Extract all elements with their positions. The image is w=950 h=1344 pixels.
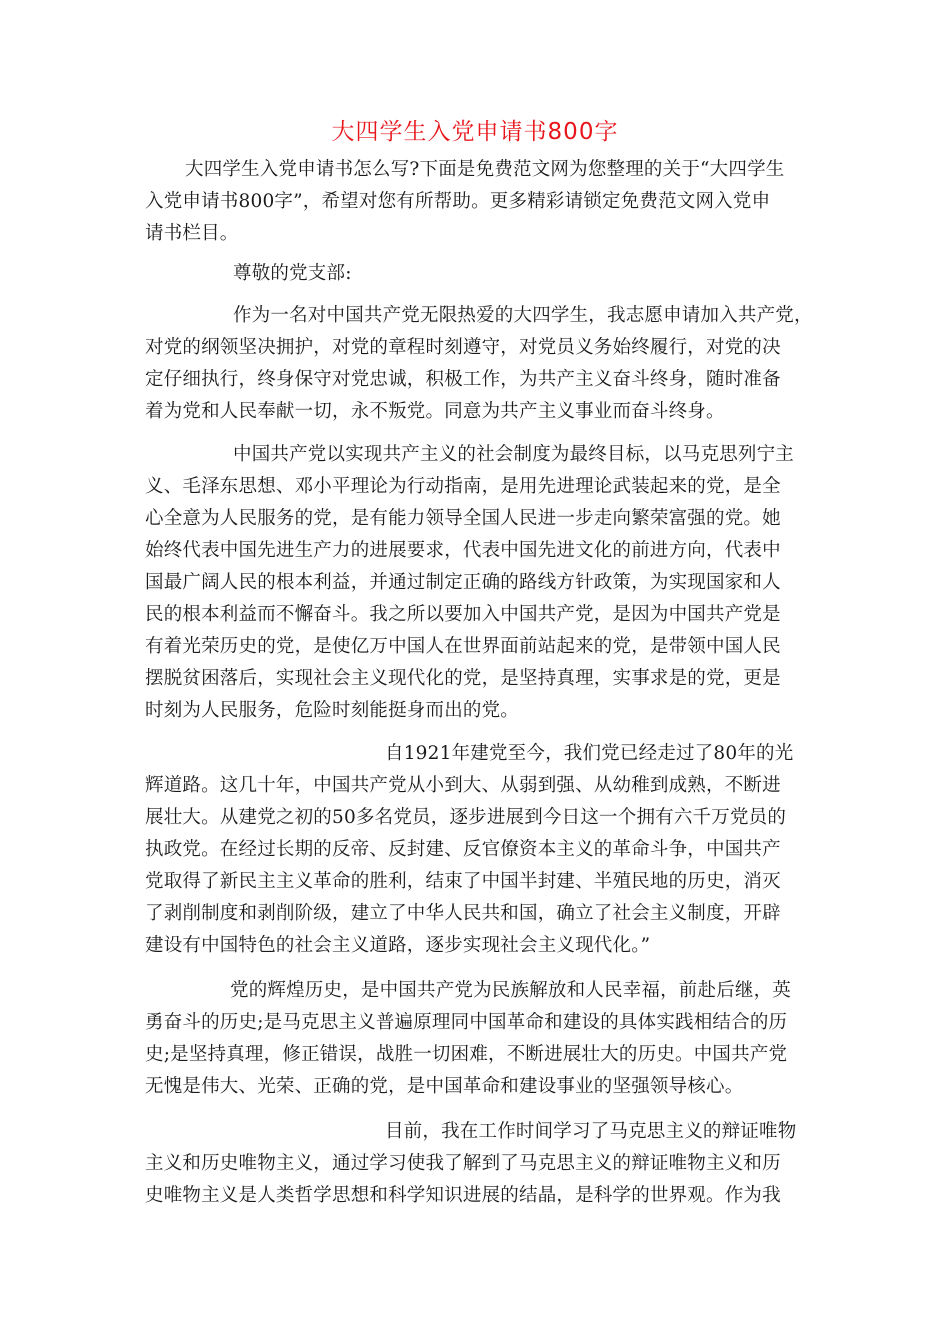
paragraph-line: 义、毛泽东思想、邓小平理论为行动指南，是用先进理论武装起来的党，是全 <box>145 476 781 497</box>
paragraph-line: 国最广阔人民的根本利益，并通过制定正确的路线方针政策，为实现国家和人 <box>145 572 781 593</box>
paragraph-line: 党取得了新民主主义革命的胜利，结束了中国半封建、半殖民地的历史，消灭 <box>145 871 781 892</box>
intro-line: 请书栏目。 <box>145 223 239 244</box>
paragraph-line: 定仔细执行，终身保守对党忠诚，积极工作，为共产主义奋斗终身，随时准备 <box>145 369 781 390</box>
paragraph-line: 史唯物主义是人类哲学思想和科学知识进展的结晶，是科学的世界观。作为我 <box>145 1185 781 1206</box>
paragraph-line: 对党的纲领坚决拥护，对党的章程时刻遵守，对党员义务始终履行，对党的决 <box>145 337 781 358</box>
paragraph-line: 执政党。在经过长期的反帝、反封建、反官僚资本主义的革命斗争，中国共产 <box>145 839 781 860</box>
paragraph-line: 建设有中国特色的社会主义道路，逐步实现社会主义现代化。” <box>145 935 651 956</box>
paragraph-line: 辉道路。这几十年，中国共产党从小到大、从弱到强、从幼稚到成熟，不断进 <box>145 775 781 796</box>
paragraph-line: 民的根本利益而不懈奋斗。我之所以要加入中国共产党，是因为中国共产党是 <box>145 604 781 625</box>
paragraph-line: 展壮大。从建党之初的50多名党员，逐步进展到今日这一个拥有六千万党员的 <box>145 807 787 828</box>
paragraph-line: 始终代表中国先进生产力的进展要求，代表中国先进文化的前进方向，代表中 <box>145 540 781 561</box>
intro-line: 大四学生入党申请书怎么写?下面是免费范文网为您整理的关于“大四学生 <box>185 159 785 180</box>
paragraph-line: 作为一名对中国共产党无限热爱的大四学生，我志愿申请加入共产党， <box>233 305 813 326</box>
paragraph-line: 有着光荣历史的党，是使亿万中国人在世界面前站起来的党，是带领中国人民 <box>145 636 781 657</box>
paragraph-line: 目前，我在工作时间学习了马克思主义的辩证唯物 <box>385 1121 797 1142</box>
paragraph-line: 自1921年建党至今，我们党已经走过了80年的光 <box>385 743 794 764</box>
paragraph-line: 了剥削制度和剥削阶级，建立了中华人民共和国，确立了社会主义制度，开辟 <box>145 903 781 924</box>
document-title: 大四学生入党申请书800字 <box>331 119 619 145</box>
paragraph-line: 党的辉煌历史，是中国共产党为民族解放和人民幸福，前赴后继，英 <box>230 980 792 1001</box>
paragraph-line: 勇奋斗的历史;是马克思主义普遍原理同中国革命和建设的具体实践相结合的历 <box>145 1012 788 1033</box>
paragraph-line: 史;是坚持真理，修正错误，战胜一切困难，不断进展壮大的历史。中国共产党 <box>145 1044 788 1065</box>
paragraph-line: 无愧是伟大、光荣、正确的党，是中国革命和建设事业的坚强领导核心。 <box>145 1076 744 1097</box>
paragraph-line: 主义和历史唯物主义，通过学习使我了解到了马克思主义的辩证唯物主义和历 <box>145 1153 781 1174</box>
paragraph-line: 摆脱贫困落后，实现社会主义现代化的党，是坚持真理，实事求是的党，更是 <box>145 668 781 689</box>
paragraph-line: 着为党和人民奉献一切，永不叛党。同意为共产主义事业而奋斗终身。 <box>145 401 725 422</box>
intro-line: 入党申请书800字”，希望对您有所帮助。更多精彩请锁定免费范文网入党申 <box>145 191 771 212</box>
salutation: 尊敬的党支部: <box>233 263 352 284</box>
paragraph-line: 心全意为人民服务的党，是有能力领导全国人民进一步走向繁荣富强的党。她 <box>145 508 781 529</box>
paragraph-line: 中国共产党以实现共产主义的社会制度为最终目标，以马克思列宁主 <box>233 444 795 465</box>
paragraph-line: 时刻为人民服务，危险时刻能挺身而出的党。 <box>145 700 520 721</box>
